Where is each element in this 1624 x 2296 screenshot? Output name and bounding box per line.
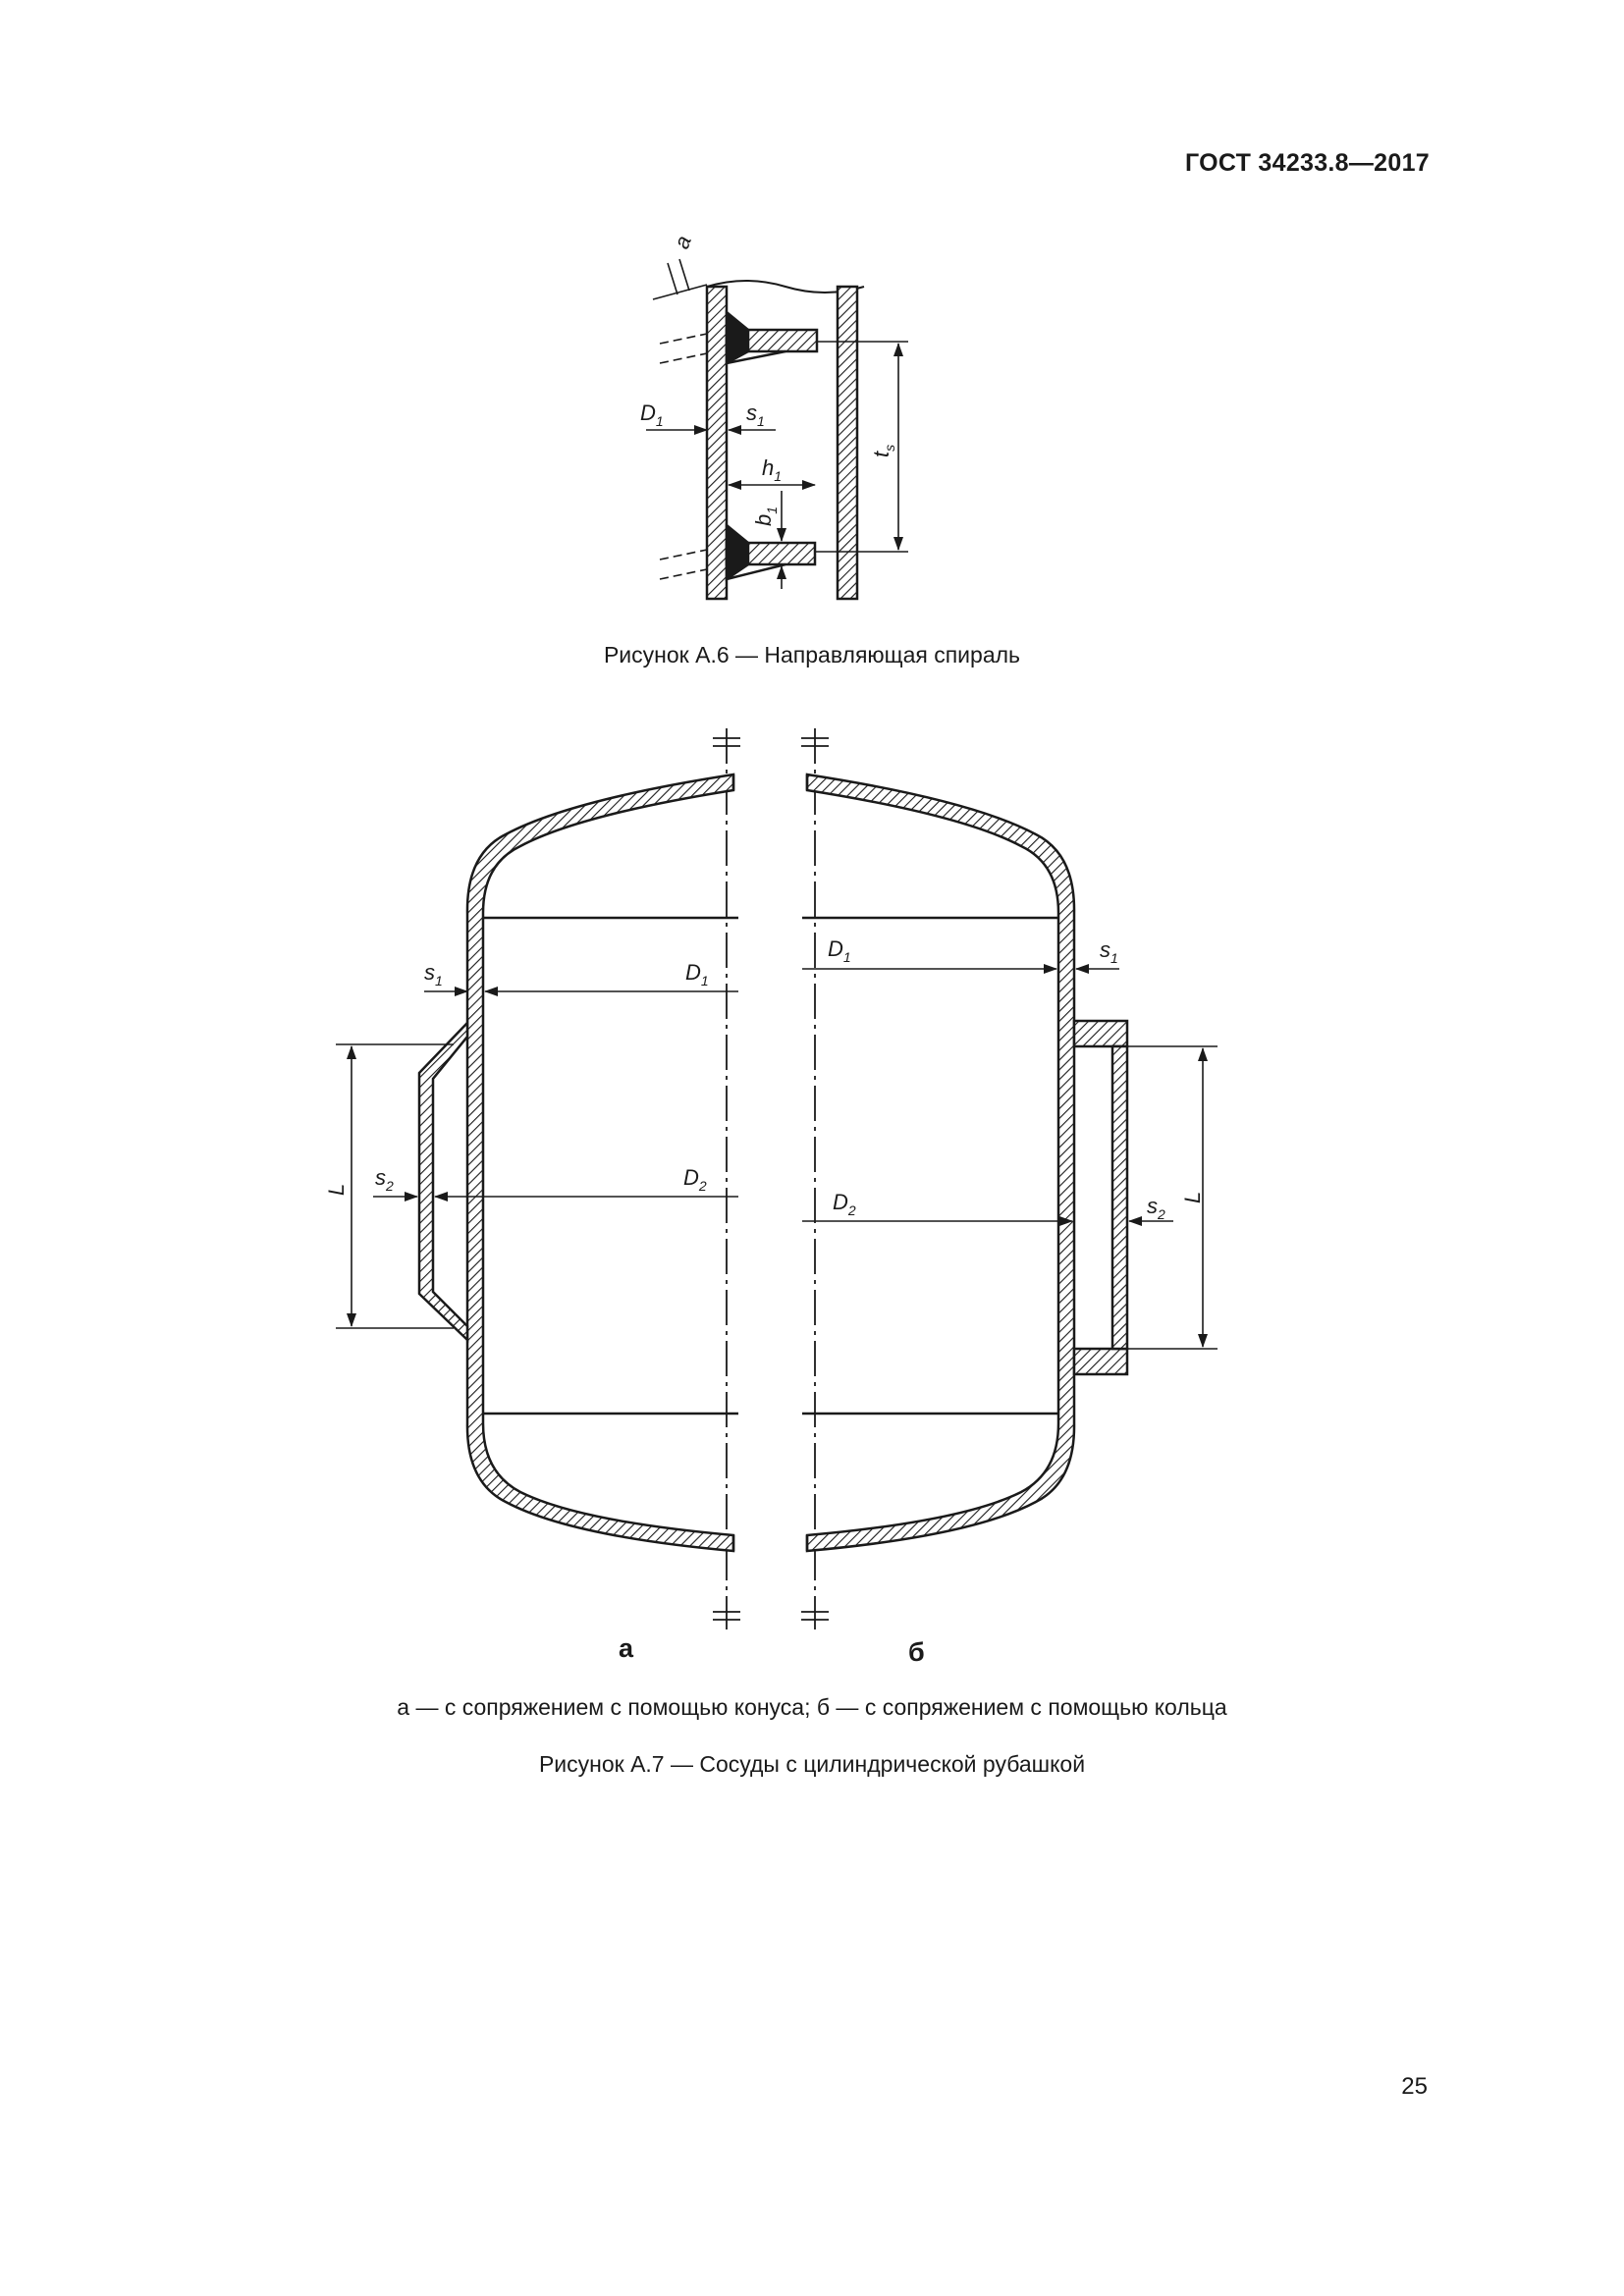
panel-label-b: б <box>908 1637 925 1667</box>
figure-a6-labels <box>640 233 897 526</box>
label-a7-s2-left: $s_2$ <box>375 1165 394 1194</box>
label-a7-s1-left: $s_1$ <box>424 960 443 988</box>
label-a7-l-right: L <box>1180 1191 1205 1203</box>
figure-a6-drawing <box>646 259 908 599</box>
label-d1: $D_1$ <box>640 400 664 429</box>
label-a7-s2-right: $s_2$ <box>1147 1194 1165 1222</box>
figure-a7-drawing <box>336 728 1218 1629</box>
label-a7-l-left: L <box>324 1183 349 1196</box>
label-a7-d2-left: $D_2$ <box>683 1165 707 1194</box>
label-a7-d1-left: $D_1$ <box>685 960 709 988</box>
page-number: 25 <box>1401 2073 1428 2100</box>
figure-a6-caption: Рисунок А.6 — Направляющая спираль <box>603 642 1021 667</box>
standard-header: ГОСТ 34233.8—2017 <box>1184 149 1430 177</box>
figure-a7-legend: а — с сопряжением с помощью конуса; б — с сопряжением с помощью кольца <box>397 1694 1227 1720</box>
panel-label-a: а <box>619 1633 634 1663</box>
label-a7-d2-right: $D_2$ <box>833 1190 856 1218</box>
label-a7-s1-right: $s_1$ <box>1100 937 1118 966</box>
label-h1: $h_1$ <box>762 455 783 484</box>
label-b1: $b_1$ <box>751 506 780 526</box>
label-ts: $t_s$ <box>869 444 897 457</box>
label-s1: $s_1$ <box>746 400 765 429</box>
figure-a7-caption: Рисунок А.7 — Сосуды с цилиндрической рубашкой <box>538 1751 1086 1777</box>
label-a: a <box>669 232 696 252</box>
label-a7-d1-right: $D_1$ <box>828 936 851 965</box>
